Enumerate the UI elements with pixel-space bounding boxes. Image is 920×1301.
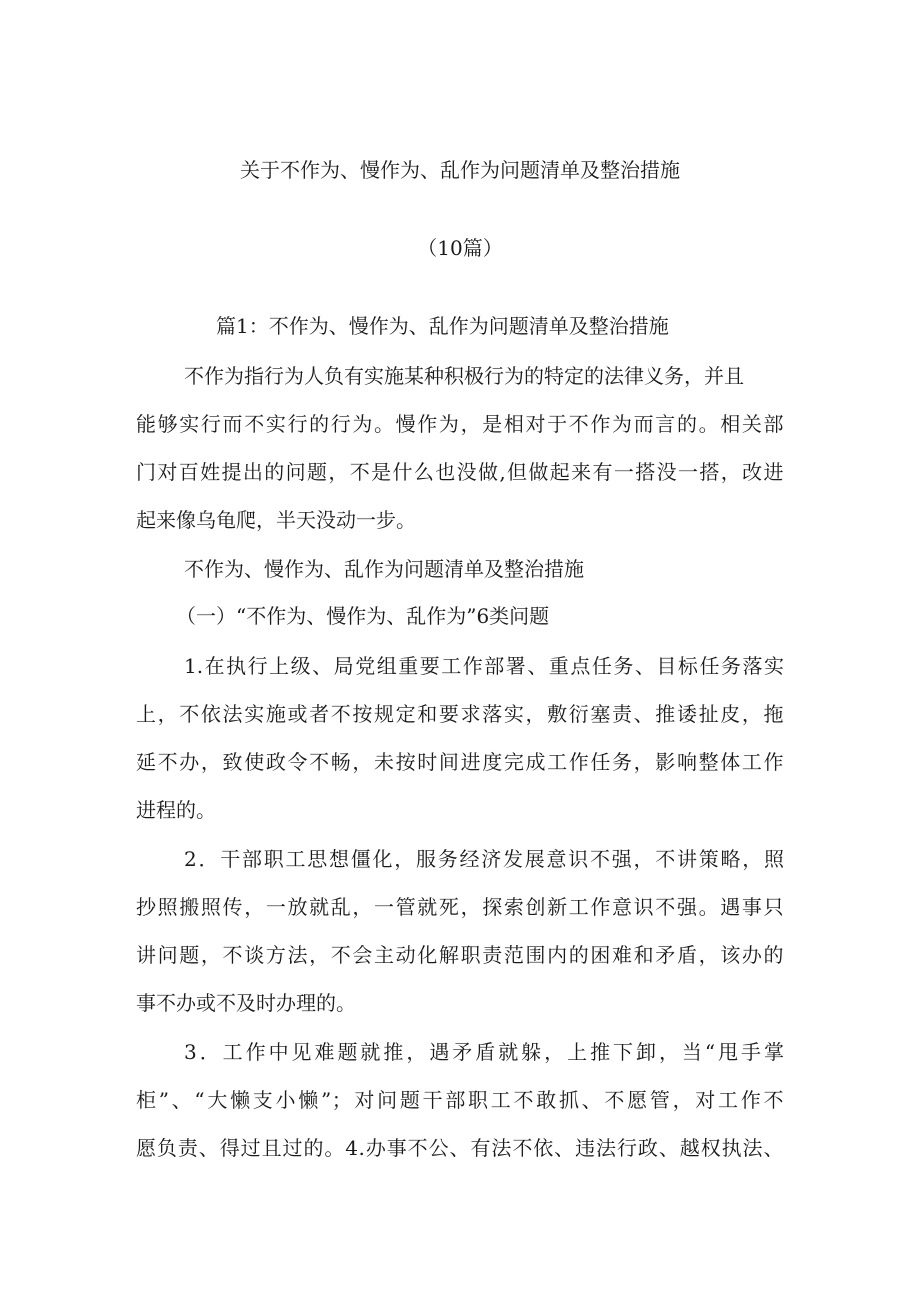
item-2-line-2: 抄照搬照传，一放就乱，一管就死，探索创新工作意识不强。遇事只 (136, 895, 784, 919)
item-1-line-4: 进程的。 (136, 798, 216, 822)
item-1-line-1: 1.在执行上级、局党组重要工作部署、重点任务、目标任务落实 (184, 654, 784, 678)
item-1-line-3: 延不办，致使政令不畅，未按时间进度完成工作任务，影响整体工作 (136, 750, 784, 774)
item-3-line-2: 柜”、“大懒支小懒”；对问题干部职工不敢抓、不愿管，对工作不 (136, 1088, 784, 1112)
item-3-line-3: 愿负责、得过且过的。4.办事不公、有法不依、违法行政、越权执法、 (136, 1136, 784, 1160)
document-subtitle: （10篇） (417, 236, 503, 260)
paragraph-1-line-4: 起来像乌龟爬，半天没动一步。 (136, 508, 416, 532)
document-title: 关于不作为、慢作为、乱作为问题清单及整治措施 (240, 158, 680, 182)
item-2-line-3: 讲问题，不谈方法，不会主动化解职责范围内的困难和矛盾，该办的 (136, 943, 784, 967)
item-2-line-1: 2．干部职工思想僵化，服务经济发展意识不强，不讲策略，照 (184, 847, 784, 871)
item-3-line-1: 3．工作中见难题就推，遇矛盾就躲，上推下卸，当“甩手掌 (184, 1040, 784, 1064)
paragraph-1-line-1: 不作为指行为人负有实施某种积极行为的特定的法律义务，并且 (184, 364, 744, 388)
heading-3: （一）“不作为、慢作为、乱作为”6类问题 (176, 604, 550, 628)
paragraph-1-line-3: 门对百姓提出的问题，不是什么也没做,但做起来有一搭没一搭，改进 (136, 460, 784, 484)
section-heading: 篇1：不作为、慢作为、乱作为问题清单及整治措施 (216, 314, 669, 338)
item-1-line-2: 上，不依法实施或者不按规定和要求落实，敷衍塞责、推诿扯皮，拖 (136, 702, 784, 726)
heading-2: 不作为、慢作为、乱作为问题清单及整治措施 (184, 557, 584, 581)
paragraph-1-line-2: 能够实行而不实行的行为。慢作为，是相对于不作为而言的。相关部 (136, 412, 784, 436)
item-2-line-4: 事不办或不及时办理的。 (136, 991, 356, 1015)
